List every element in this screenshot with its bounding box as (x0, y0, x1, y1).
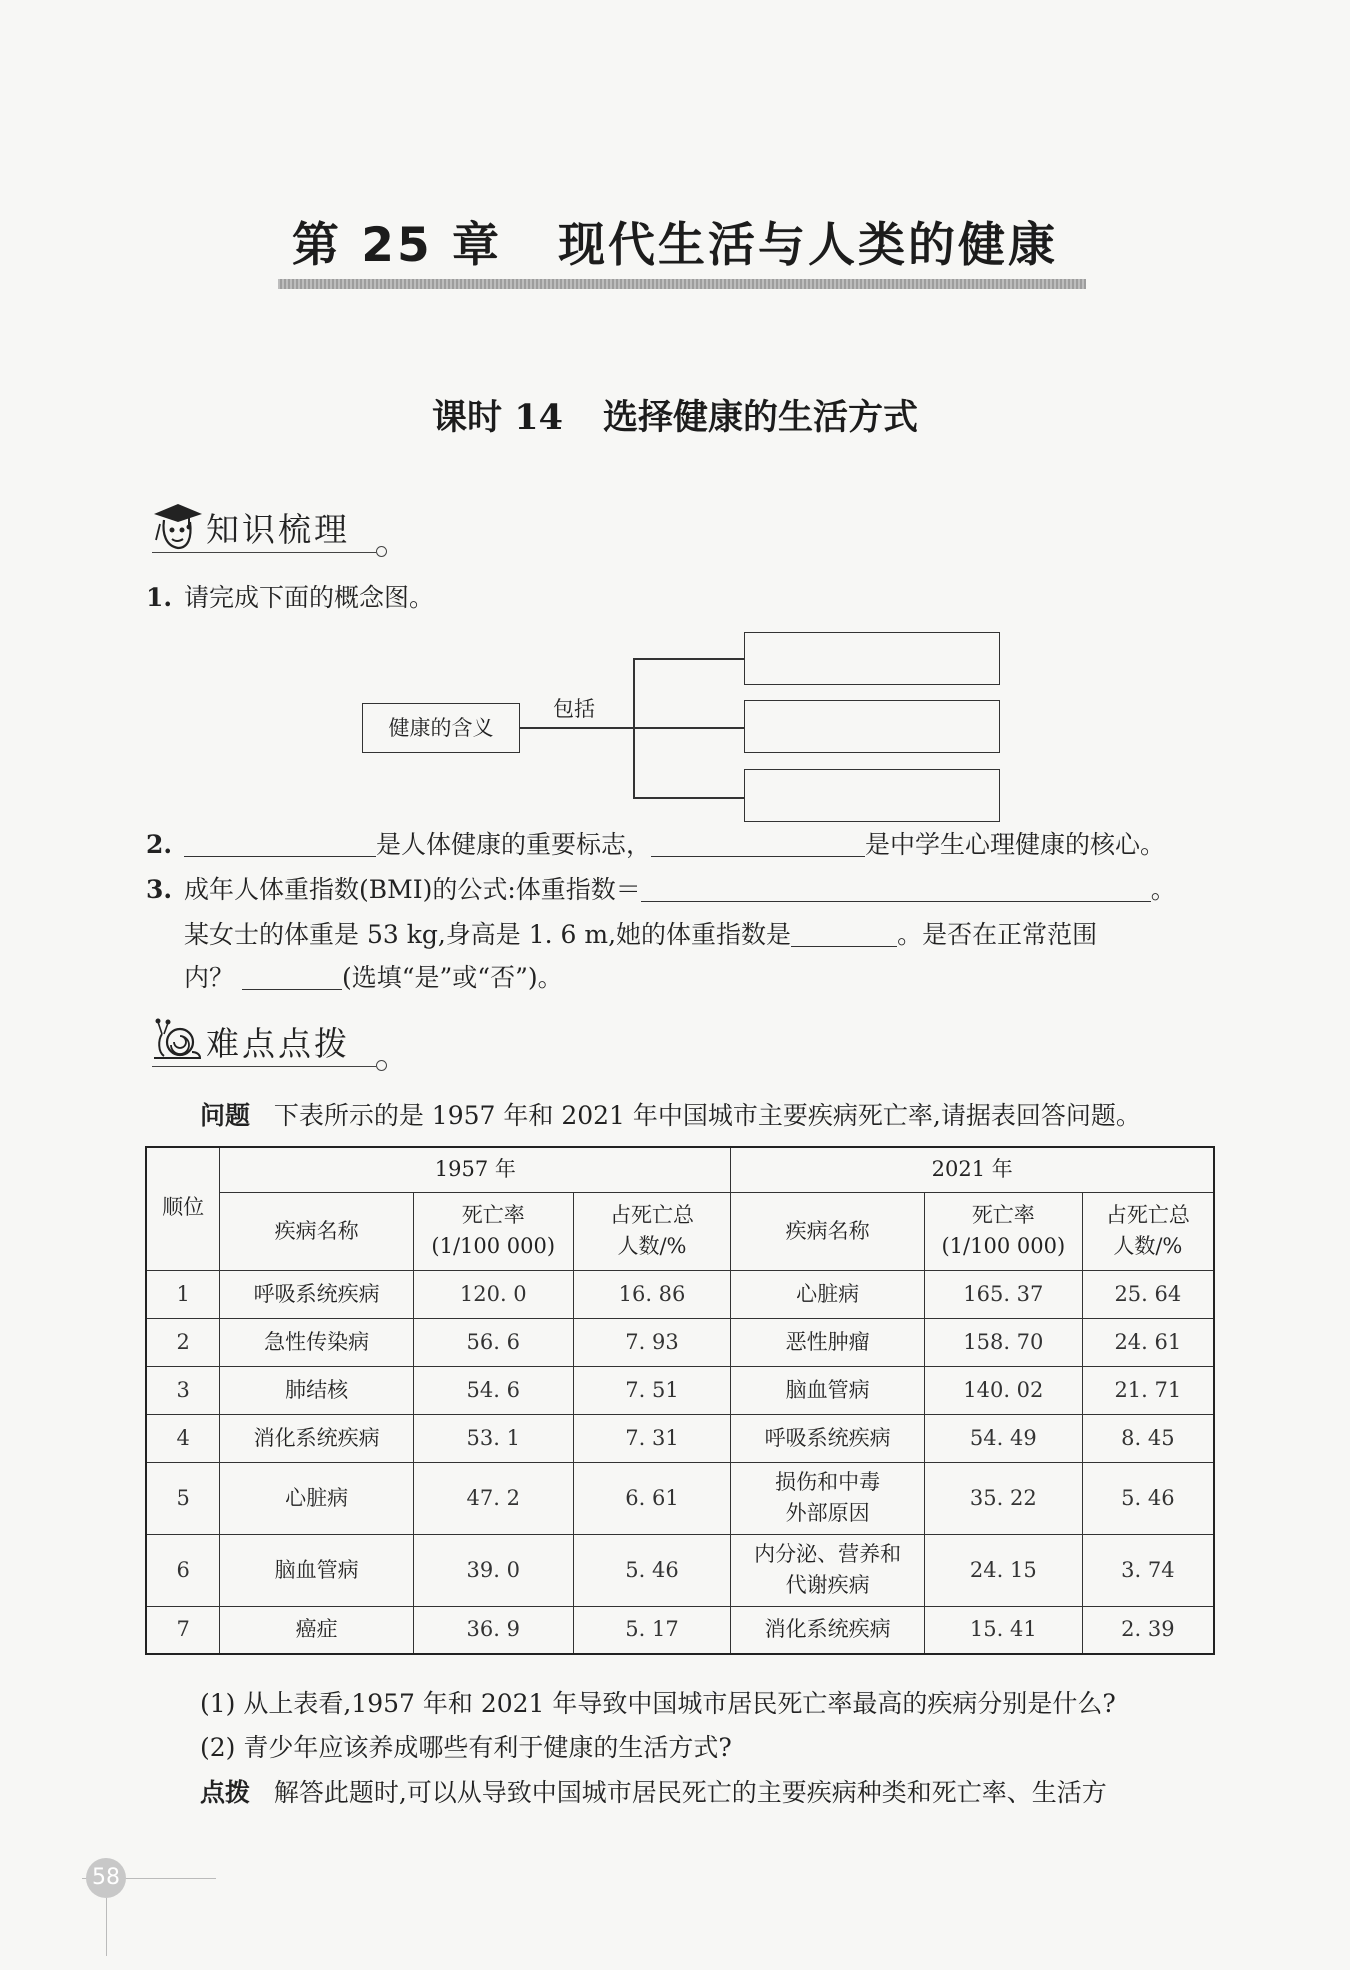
disease-name-1957: 消化系统疾病 (220, 1414, 414, 1462)
problem-label: 问题 (200, 1101, 251, 1130)
question-2 (146, 828, 1165, 862)
death-rate-1957: 36. 9 (413, 1606, 573, 1654)
disease-name-2021: 内分泌、营养和 代谢疾病 (731, 1534, 925, 1606)
col-header-rate (924, 1192, 1082, 1270)
concept-map-bracket-top (633, 658, 745, 660)
question-text: (选填“是”或“否”)。 (341, 963, 563, 992)
problem-text: 下表所示的是 1957 年和 2021 年中国城市主要疾病死亡率,请据表回答问题。 (273, 1101, 1141, 1130)
concept-map-connector (520, 727, 634, 729)
death-percent-2021: 2. 39 (1082, 1606, 1214, 1654)
section-title: 知识梳理 (206, 510, 350, 549)
question-text: 。 (1150, 875, 1176, 904)
concept-map-bracket-bottom (633, 797, 745, 799)
table-row (146, 1318, 1214, 1366)
col-header-rate-line1: 死亡率 (971, 1203, 1035, 1227)
page-number: 58 (86, 1858, 126, 1898)
col-header-rate-line2: (1/100 000) (431, 1234, 556, 1258)
col-header-percent (573, 1192, 731, 1270)
table-row (146, 1462, 1214, 1534)
year-header-2021: 2021 年 (731, 1147, 1214, 1192)
disease-name-1957: 脑血管病 (220, 1534, 414, 1606)
death-percent-2021: 24. 61 (1082, 1318, 1214, 1366)
rank-cell: 1 (146, 1270, 220, 1318)
table-row (146, 1366, 1214, 1414)
question-text: 。是否在正常范围 (897, 920, 1098, 949)
concept-map-edge-label: 包括 (553, 697, 595, 721)
answer-blank[interactable] (242, 963, 342, 990)
death-percent-1957: 6. 61 (573, 1462, 731, 1534)
question-text: 某女士的体重是 53 kg,身高是 1. 6 m,她的体重指数是 (184, 920, 792, 949)
disease-name-1957: 急性传染病 (220, 1318, 414, 1366)
rank-cell: 5 (146, 1462, 220, 1534)
col-header-percent-line2: 人数/% (1113, 1234, 1183, 1258)
section-underline-dot (376, 546, 387, 557)
death-rate-2021: 165. 37 (924, 1270, 1082, 1318)
death-percent-2021: 3. 74 (1082, 1534, 1214, 1606)
question-3 (146, 873, 1176, 907)
rank-cell: 2 (146, 1318, 220, 1366)
death-rate-1957: 56. 6 (413, 1318, 573, 1366)
section-underline (152, 1066, 376, 1067)
disease-name-1957: 癌症 (220, 1606, 414, 1654)
table-row (146, 1534, 1214, 1606)
death-percent-2021: 25. 64 (1082, 1270, 1214, 1318)
death-percent-1957: 16. 86 (573, 1270, 731, 1318)
question-text: 成年人体重指数(BMI)的公式:体重指数＝ (184, 875, 641, 904)
death-rate-1957: 120. 0 (413, 1270, 573, 1318)
concept-map-answer-box-2[interactable] (744, 700, 1000, 753)
answer-blank[interactable] (184, 830, 376, 857)
death-rate-2021: 54. 49 (924, 1414, 1082, 1462)
footer-line-vertical (106, 1898, 107, 1956)
concept-map-root: 健康的含义 (362, 703, 520, 753)
sub-question-2: (2) 青少年应该养成哪些有利于健康的生活方式? (200, 1733, 732, 1762)
question-number: 3. (146, 875, 173, 904)
chapter-title (0, 208, 1350, 275)
death-percent-2021: 5. 46 (1082, 1462, 1214, 1534)
question-1 (146, 581, 434, 615)
col-header-rate-line1: 死亡率 (461, 1203, 525, 1227)
rank-cell: 4 (146, 1414, 220, 1462)
hint-paragraph (200, 1776, 1107, 1810)
col-header-rate (413, 1192, 573, 1270)
disease-name-2021: 损伤和中毒 外部原因 (731, 1462, 925, 1534)
disease-mortality-table (145, 1146, 1215, 1655)
death-rate-2021: 35. 22 (924, 1462, 1082, 1534)
section-header-knowledge (150, 500, 390, 560)
col-header-name: 疾病名称 (220, 1192, 414, 1270)
concept-map-answer-box-1[interactable] (744, 632, 1000, 685)
death-rate-1957: 54. 6 (413, 1366, 573, 1414)
graduate-cap-mascot-icon (150, 500, 204, 554)
hint-text: 解答此题时,可以从导致中国城市居民死亡的主要疾病种类和死亡率、生活方 (273, 1778, 1107, 1807)
death-rate-2021: 24. 15 (924, 1534, 1082, 1606)
disease-name-2021: 呼吸系统疾病 (731, 1414, 925, 1462)
death-percent-1957: 7. 51 (573, 1366, 731, 1414)
disease-name-2021: 消化系统疾病 (731, 1606, 925, 1654)
death-percent-2021: 21. 71 (1082, 1366, 1214, 1414)
col-header-percent-line1: 占死亡总 (609, 1203, 694, 1227)
question-number: 2. (146, 830, 173, 859)
death-percent-1957: 7. 93 (573, 1318, 731, 1366)
death-rate-1957: 39. 0 (413, 1534, 573, 1606)
concept-map-answer-box-3[interactable] (744, 769, 1000, 822)
chapter-title-underline (278, 279, 1086, 289)
answer-blank[interactable] (791, 920, 897, 947)
rank-header: 顺位 (146, 1147, 220, 1270)
section-underline (152, 552, 376, 553)
disease-name-1957: 肺结核 (220, 1366, 414, 1414)
answer-blank[interactable] (641, 875, 1151, 902)
section-header-difficulties (150, 1014, 390, 1074)
death-rate-2021: 15. 41 (924, 1606, 1082, 1654)
question-number: 1. (146, 583, 173, 612)
section-title: 难点点拨 (206, 1024, 350, 1063)
disease-name-2021: 恶性肿瘤 (731, 1318, 925, 1366)
question-text: 是人体健康的重要标志， (376, 830, 652, 859)
lesson-title (0, 390, 1350, 440)
death-rate-1957: 47. 2 (413, 1462, 573, 1534)
question-3-line-3 (184, 961, 563, 995)
col-header-percent-line1: 占死亡总 (1105, 1203, 1190, 1227)
table-subheader-row (146, 1192, 1214, 1270)
col-header-percent (1082, 1192, 1214, 1270)
lesson-number: 课时 14 (432, 397, 563, 438)
lesson-name: 选择健康的生活方式 (602, 397, 918, 438)
rank-cell: 6 (146, 1534, 220, 1606)
chapter-number: 第 25 章 (291, 218, 503, 273)
problem-statement (200, 1099, 1141, 1133)
table-row (146, 1606, 1214, 1654)
question-3-line-2 (184, 918, 1097, 952)
col-header-percent-line2: 人数/% (617, 1234, 687, 1258)
concept-map-bracket-middle (633, 727, 745, 729)
year-header-1957: 1957 年 (220, 1147, 731, 1192)
snail-icon (150, 1014, 204, 1068)
question-text: 内？ (184, 963, 235, 992)
table-row (146, 1270, 1214, 1318)
disease-name-1957: 呼吸系统疾病 (220, 1270, 414, 1318)
question-text: 请完成下面的概念图。 (184, 583, 435, 612)
death-percent-1957: 5. 17 (573, 1606, 731, 1654)
disease-name-2021: 脑血管病 (731, 1366, 925, 1414)
rank-cell: 7 (146, 1606, 220, 1654)
death-rate-1957: 53. 1 (413, 1414, 573, 1462)
table-header-row (146, 1147, 1214, 1192)
disease-name-1957: 心脏病 (220, 1462, 414, 1534)
section-underline-dot (376, 1060, 387, 1071)
hint-label: 点拨 (200, 1778, 251, 1807)
death-percent-2021: 8. 45 (1082, 1414, 1214, 1462)
disease-name-2021: 心脏病 (731, 1270, 925, 1318)
death-percent-1957: 5. 46 (573, 1534, 731, 1606)
death-rate-2021: 140. 02 (924, 1366, 1082, 1414)
table-body (146, 1270, 1214, 1654)
question-text: 是中学生心理健康的核心。 (865, 830, 1166, 859)
sub-question-1: (1) 从上表看,1957 年和 2021 年导致中国城市居民死亡率最高的疾病分别是什么? (200, 1689, 1116, 1718)
answer-blank[interactable] (651, 830, 865, 857)
col-header-name: 疾病名称 (731, 1192, 925, 1270)
table-row (146, 1414, 1214, 1462)
rank-cell: 3 (146, 1366, 220, 1414)
death-percent-1957: 7. 31 (573, 1414, 731, 1462)
death-rate-2021: 158. 70 (924, 1318, 1082, 1366)
col-header-rate-line2: (1/100 000) (941, 1234, 1066, 1258)
chapter-name: 现代生活与人类的健康 (558, 218, 1059, 273)
